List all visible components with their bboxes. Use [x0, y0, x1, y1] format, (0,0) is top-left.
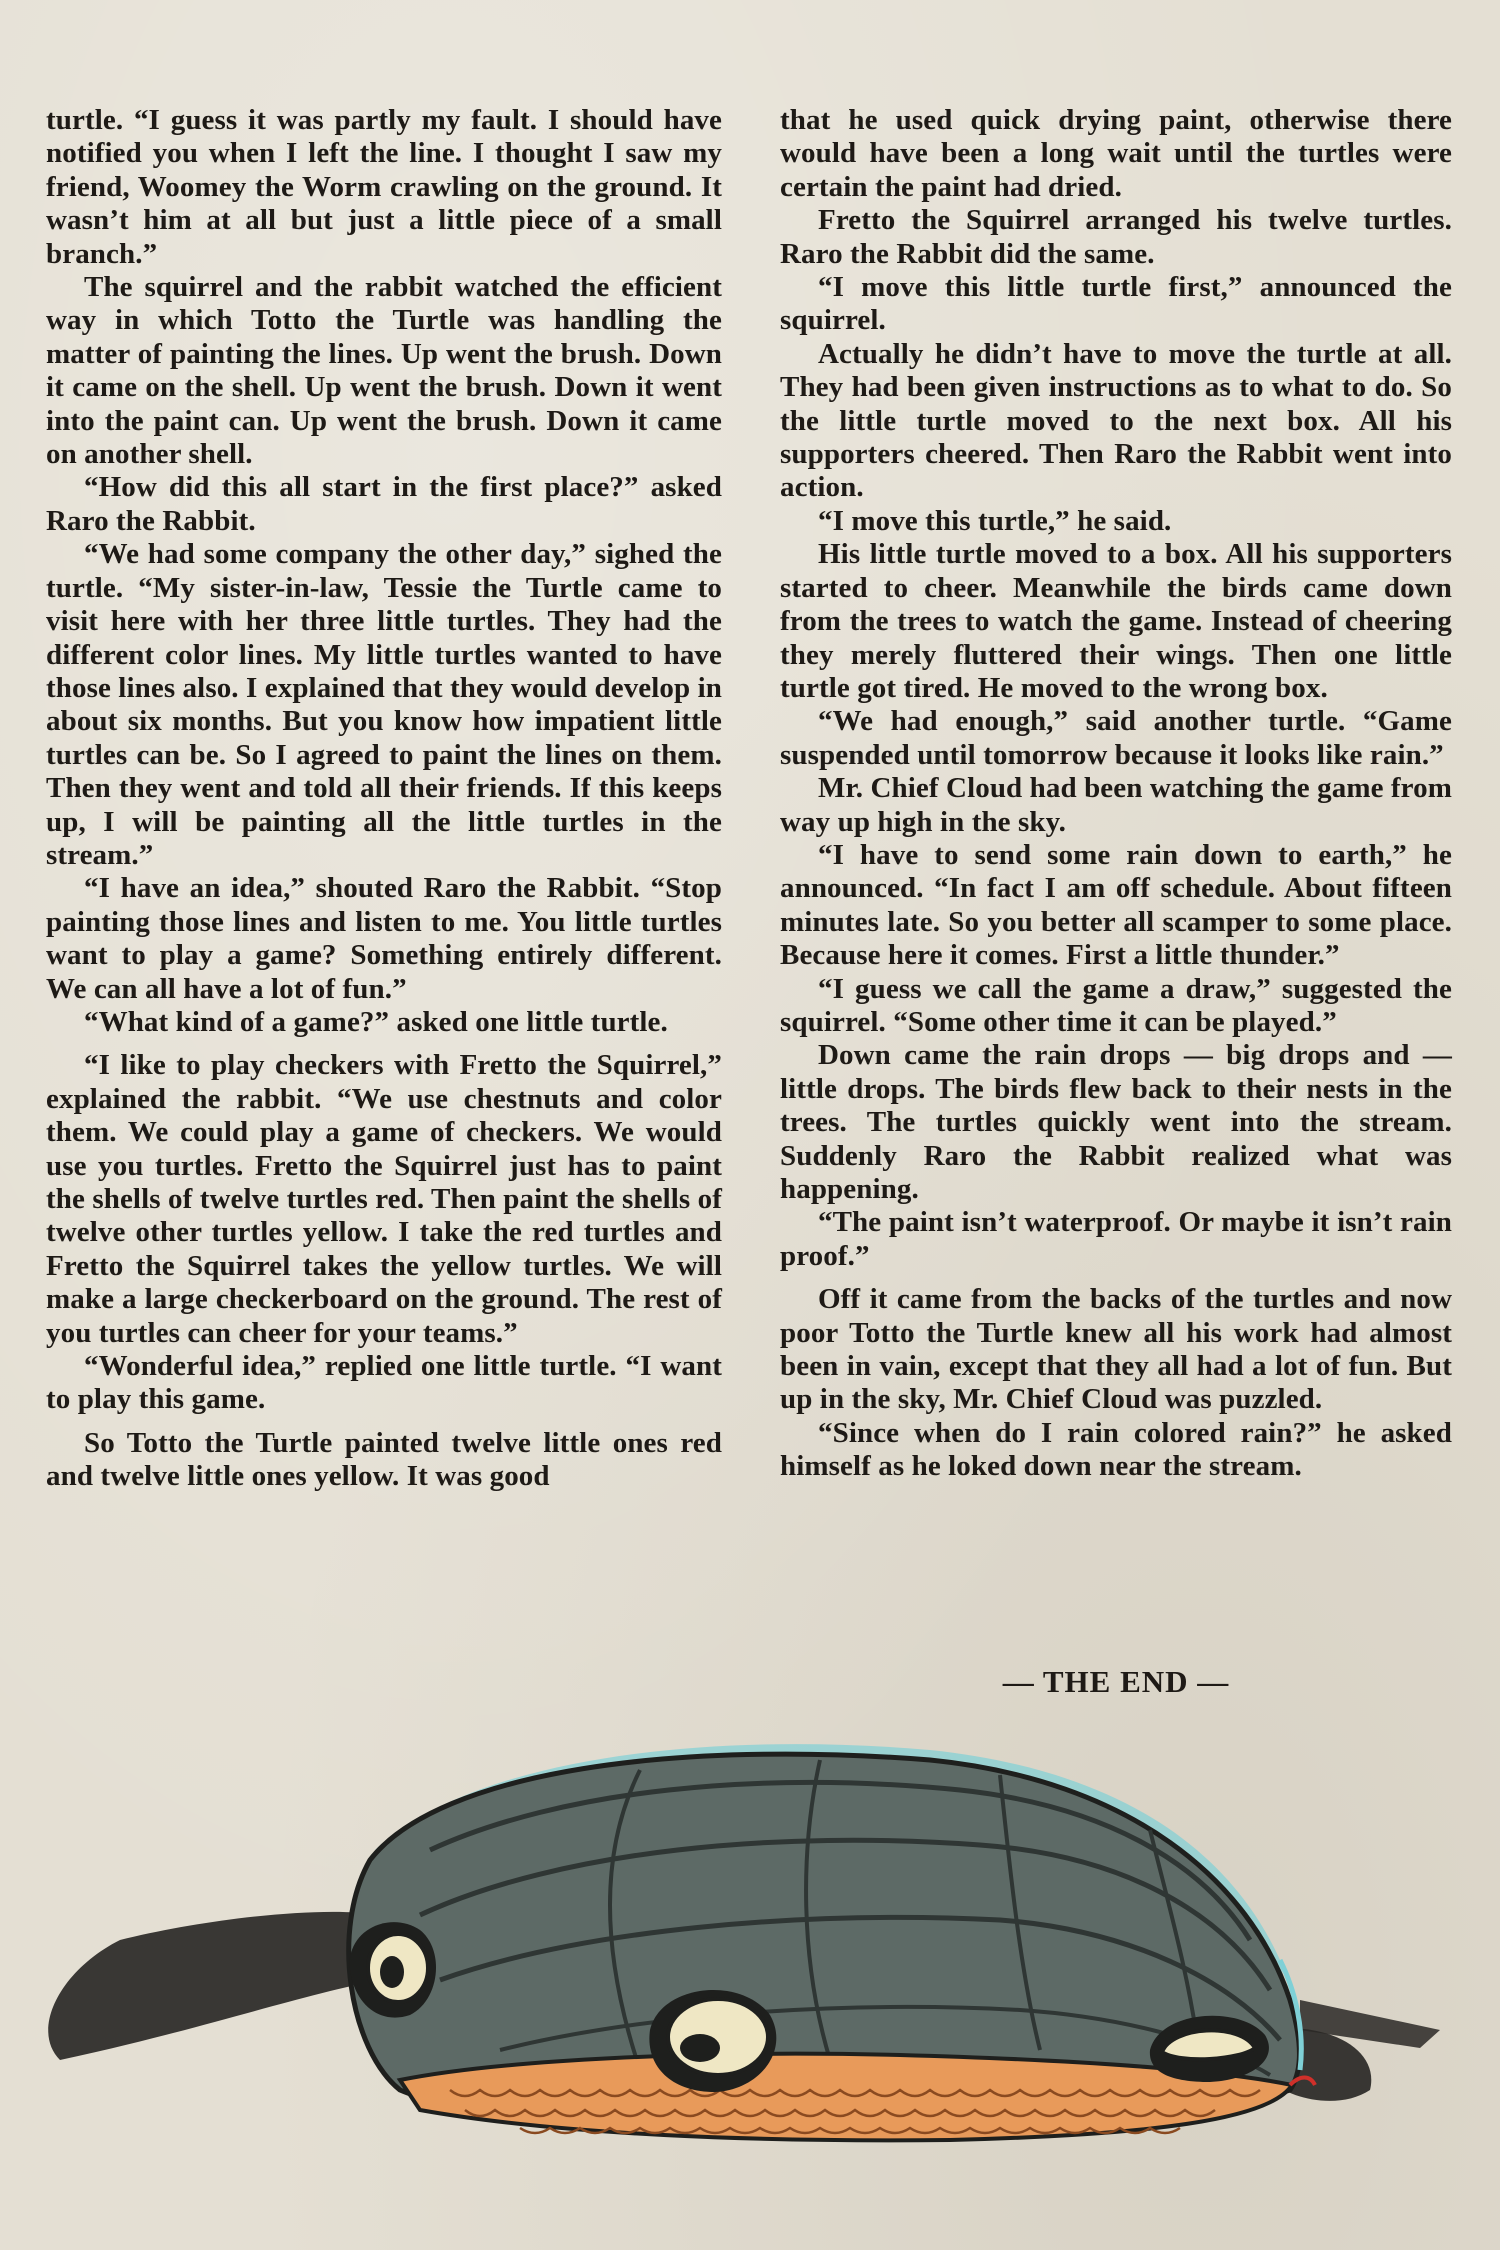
paragraph: “I like to play checkers with Fretto the Squirrel,” explained the rabbit. “We use chestnuts and color them. We could play a game of checkers. We would use you turtles. Fretto the Squirrel just has to paint the shells of twelve turtles red. Then paint the shells of twelve other turtles yellow. I take the red turtles and Fretto the Squirrel takes the yellow turtles. We will make a large checkerboard on the ground. The rest of you turtles can cheer for your teams.”: [46, 1049, 722, 1349]
eye-icon: [668, 1999, 768, 2075]
paragraph: “Wonderful idea,” replied one little turtle. “I want to play this game.: [46, 1350, 722, 1416]
ground-shadow: [48, 1912, 380, 2060]
paragraph: that he used quick drying paint, otherwise there would have been a long wait until the turtles were certain the paint had dried.: [780, 104, 1452, 203]
paragraph: “I move this little turtle first,” announced the squirrel.: [780, 271, 1452, 337]
paragraph: “What kind of a game?” asked one little turtle.: [84, 1005, 668, 1038]
paragraph: “We had some company the other day,” sighed the turtle. “My sister-in-law, Tessie the Turtle came to visit here with her three little turtles. They had the different color lines. My little turtles wanted to have those lines also. I explained that they would develop in about six months. But you know how impatient little turtles can be. So I agreed to paint the lines on them. Then they went and told all their friends. If this keeps up, I will be painting all the little turtles in the stream.”: [46, 538, 722, 871]
paragraph: Mr. Chief Cloud had been watching the game from way up high in the sky.: [780, 772, 1452, 838]
paragraph: “How did this all start in the first place?” asked Raro the Rabbit.: [46, 471, 722, 537]
paragraph: Actually he didn’t have to move the turtle at all. They had been given instructions as to what to do. So the little turtle moved to the next box. All his supporters cheered. Then Raro the Rabbit went into action.: [780, 337, 1452, 504]
turtle-illustration: [0, 1730, 1500, 2250]
paragraph: Fretto the Squirrel arranged his twelve turtles. Raro the Rabbit did the same.: [780, 204, 1452, 270]
paragraph: Down came the rain drops — big drops and — little drops. The birds flew back to their nests in the trees. The turtles quickly went into the stream. Suddenly Raro the Rabbit realized what was happening.: [780, 1039, 1452, 1205]
story-left-column: [46, 104, 722, 1494]
paragraph: “I have an idea,” shouted Raro the Rabbit. “Stop painting those lines and listen to me. You little turtles want to play a game? Something entirely different. We can all have a lot of fun.”: [46, 872, 722, 1005]
paragraph: “We had enough,” said another turtle. “Game suspended until tomorrow because it looks like rain.”: [780, 705, 1452, 771]
paragraph: So Totto the Turtle painted twelve little ones red and twelve little ones yellow. It was good: [46, 1426, 722, 1493]
the-end-label: — THE END —: [1002, 1664, 1230, 1699]
paragraph: His little turtle moved to a box. All his supporters started to cheer. Meanwhile the birds came down from the trees to watch the game. Instead of cheering they merely fluttered their wings. Then one little turtle got tired. He moved to the wrong box.: [780, 538, 1452, 704]
paragraph: “I have to send some rain down to earth,” he announced. “In fact I am off schedule. About fifteen minutes late. So you better all scamper to some place. Because here it comes. First a little thunder.”: [780, 838, 1452, 972]
paragraph: “Since when do I rain colored rain?” he asked himself as he loked down near the stream.: [780, 1416, 1452, 1483]
paragraph: “I move this turtle,” he said.: [818, 504, 1172, 537]
story-right-column: [780, 104, 1452, 1484]
paragraph: “The paint isn’t waterproof. Or maybe it isn’t rain proof.”: [780, 1206, 1452, 1272]
paragraph: “I guess we call the game a draw,” suggested the squirrel. “Some other time it can be played.”: [780, 972, 1452, 1038]
paragraph: The squirrel and the rabbit watched the efficient way in which Totto the Turtle was handling the matter of painting the lines. Up went the brush. Down it came on the shell. Up went the brush. Down it went into the paint can. Up went the brush. Down it came on another shell.: [46, 271, 722, 471]
paragraph: Off it came from the backs of the turtles and now poor Totto the Turtle knew all his work had almost been in vain, except that they all had a lot of fun. But up in the sky, Mr. Chief Cloud was puzzled.: [780, 1283, 1452, 1416]
paragraph: turtle. “I guess it was partly my fault. I should have notified you when I left the line. I thought I saw my friend, Woomey the Worm crawling on the ground. It wasn’t him at all but just a little piece of a small branch.”: [46, 104, 722, 270]
